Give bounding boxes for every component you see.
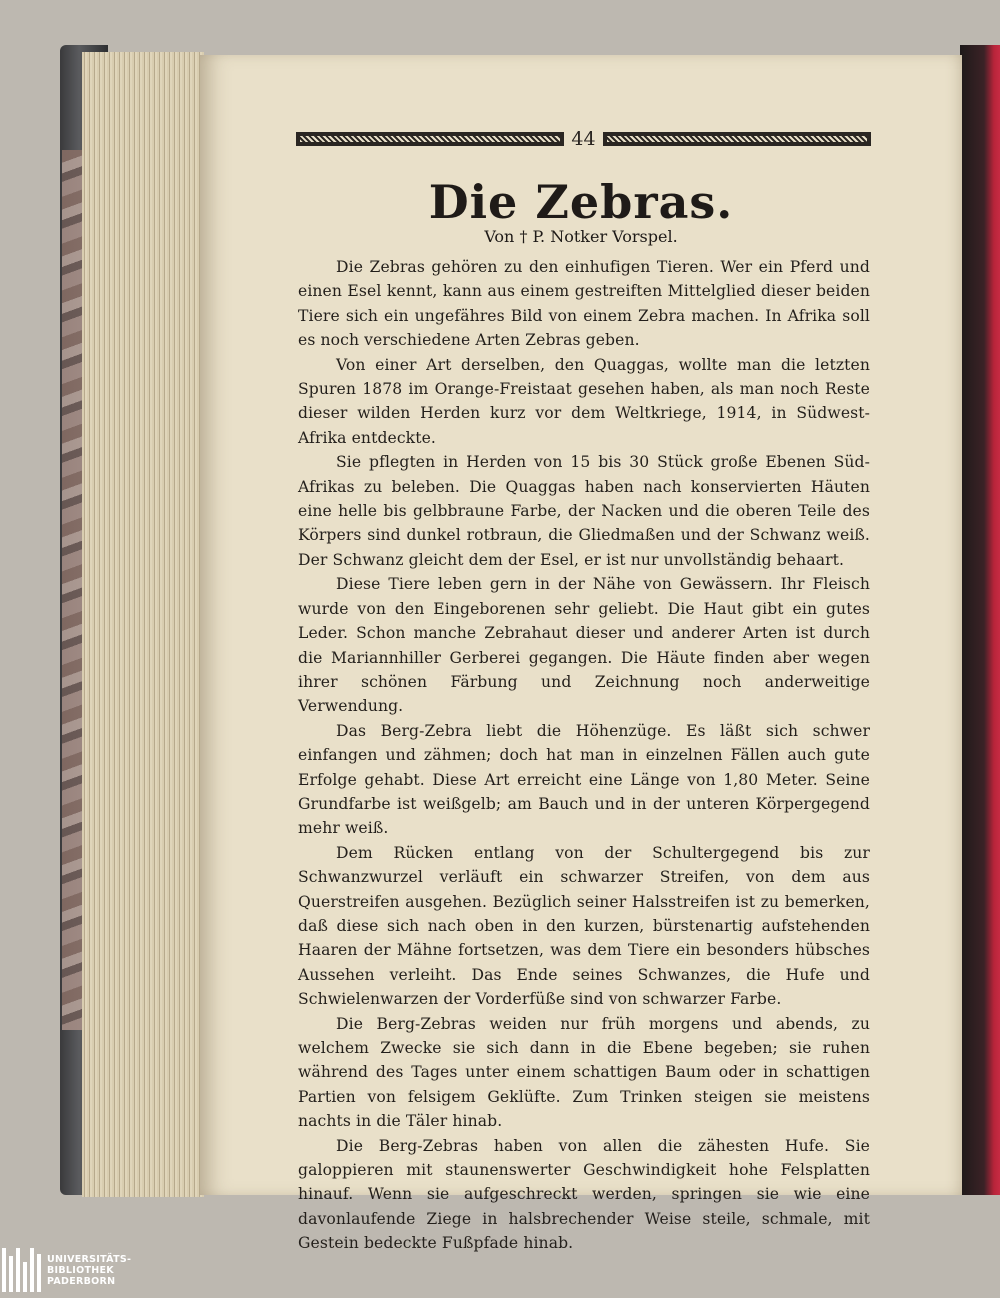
paragraph: Die Berg-Zebras haben von allen die zähesten Hufe. Sie galoppieren mit staunenswerter Geschwindigkeit hohe Felsplatten hinauf. Wenn sie aufgeschreckt werden, springen sie wie eine davonlaufende Ziege in halsbrechender Weise steile, schmale, mit Gestein bedeckte Fußpfade hinab. [298,1136,870,1253]
paragraph: Die Zebras gehören zu den einhufigen Tieren. Wer ein Pferd und einen Esel kennt, kann aus einem gestreiften Mittelglied dieser beiden Tiere sich ein ungefähres Bild von einem Zebra machen. In Afrika soll es noch verschiedene Arten Zebras geben. [298,258,870,350]
article-byline: Von † P. Notker Vorspel. [484,227,678,246]
book-cover-right [960,45,1000,1195]
library-logo-text [47,1254,131,1287]
paragraph: Von einer Art derselben, den Quaggas, wollte man die letzten Spuren 1878 im Orange-Freistaat gesehen haben, als man noch Reste dieser wilden Herden kurz vor dem Weltkriege, 1914, in Südwest-Afrika entdeckte. [298,355,870,447]
page-edges [82,52,204,1197]
header-ornament-left [296,132,564,146]
article-title: Die Zebras. [428,175,734,229]
library-logo [2,1248,131,1292]
paragraph: Diese Tiere leben gern in der Nähe von Gewässern. Ihr Fleisch wurde von den Eingeborenen sehr geliebt. Die Haut gibt ein gutes Leder. Schon manche Zebrahaut dieser und anderer Arten ist durch die Mariannhiller Gerberei gegangen. Die Häute finden aber wegen ihrer schönen Färbung und Zeichnung noch anderweitige Verwendung. [298,575,870,716]
library-logo-line: BIBLIOTHEK [47,1264,114,1276]
book-page [200,55,962,1253]
paragraph: Sie pflegten in Herden von 15 bis 30 Stück große Ebenen Süd-Afrikas zu beleben. Die Quaggas haben nach konservierten Häuten eine helle bis gelbbraune Farbe, der Nacken und die oberen Teile des Körpers sind dunkel rotbraun, die Gliedmaßen und der Schwanz weiß. Der Schwanz gleicht dem der Esel, er ist nur unvollständig behaart. [298,453,870,569]
page-number: 44 [571,128,596,150]
paragraph: Die Berg-Zebras weiden nur früh morgens und abends, zu welchem Zwecke sie sich dann in die Ebene begeben; sie ruhen während des Tages unter einem schattigen Baum oder in schattigen Partien von felsigem Geklüfte. Zum Trinken steigen sie meistens nachts in die Täler hinab. [298,1014,870,1131]
library-logo-line: PADERBORN [47,1275,116,1287]
article-body [298,255,870,1256]
header-ornament-right [603,132,871,146]
paragraph: Das Berg-Zebra liebt die Höhenzüge. Es läßt sich schwer einfangen und zähmen; doch hat man in einzelnen Fällen auch gute Erfolge gehabt. Diese Art erreicht eine Länge von 1,80 Meter. Seine Grundfarbe ist weißgelb; am Bauch und in der unteren Körpergegend mehr weiß. [298,721,870,838]
paragraph: Dem Rücken entlang von der Schultergegend bis zur Schwanzwurzel verläuft ein schwarzer Streifen, von dem aus Querstreifen ausgehen. Bezüglich seiner Halsstreifen ist zu bemerken, daß diese sich nach oben in den kurzen, bürstenartig aufstehenden Haaren der Mähne fortsetzen, was dem Tiere ein besonders hübsches Aussehen verleiht. Das Ende seines Schwanzes, die Hufe und Schwielenwarzen der Vorderfüße sind von schwarzer Farbe. [298,843,870,1009]
page-header [296,129,871,149]
library-logo-line: UNIVERSITÄTS- [47,1253,132,1265]
library-logo-icon [2,1248,41,1292]
